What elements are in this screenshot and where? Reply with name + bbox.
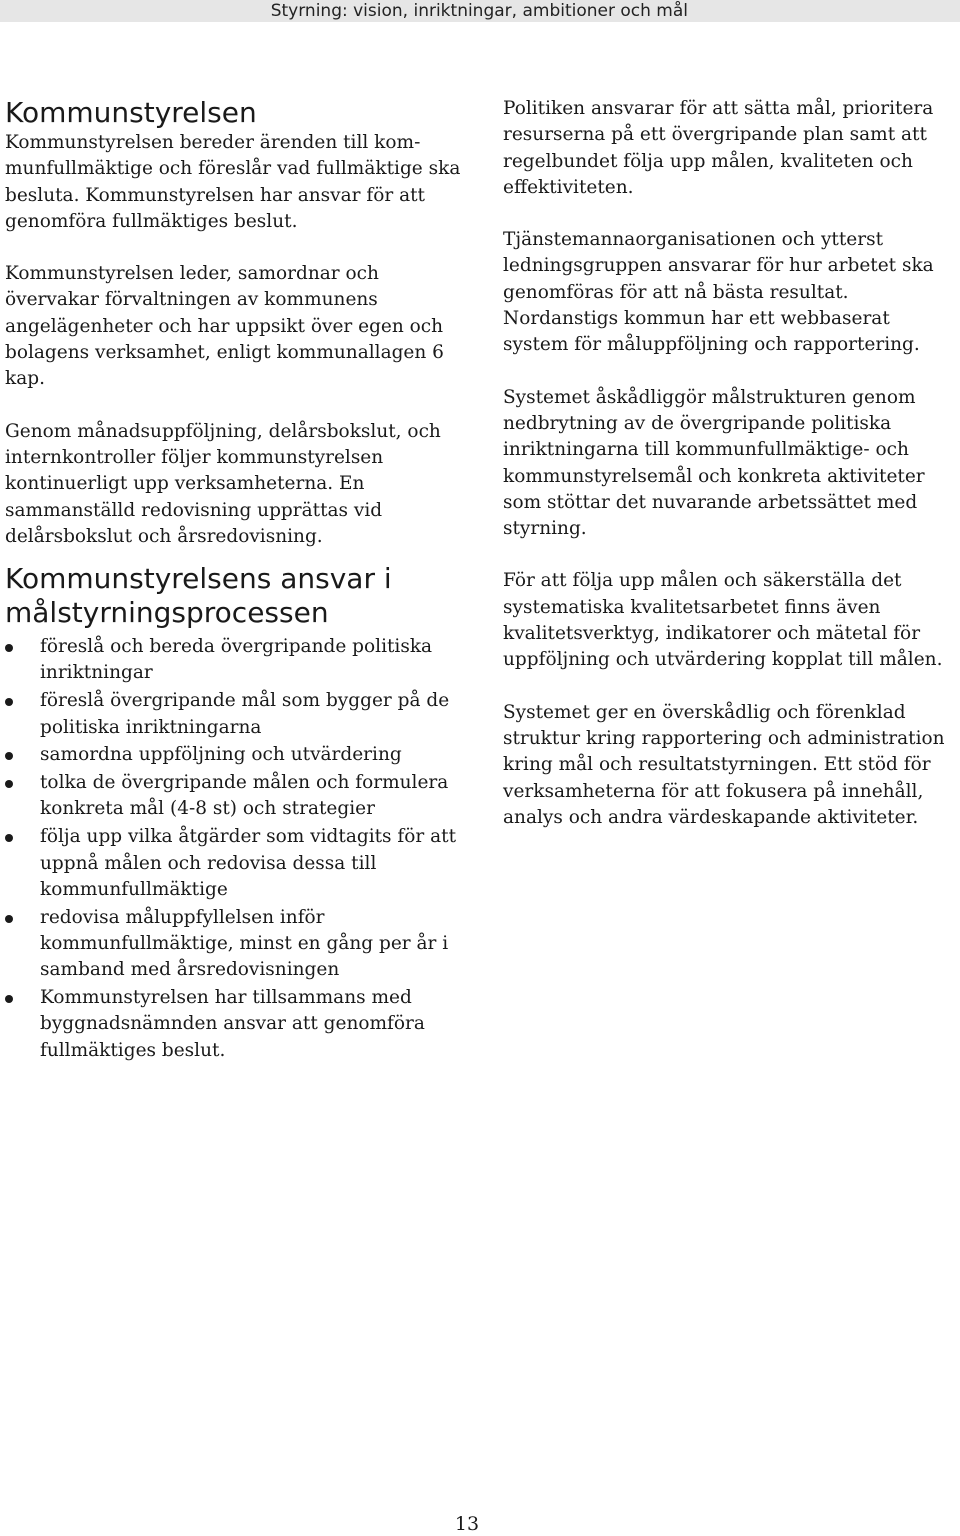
list-item: föreslå övergripande mål som bygger på de politiska inriktningarna [5, 688, 475, 741]
paragraph: Kommunstyrelsen leder, samordnar och övervakar förvaltningen av kommunens angelägenheter och har uppsikt över egen och bolagens verksamhet, enligt kommunallagen 6 kap. [5, 263, 444, 390]
page-number: 13 [454, 1513, 480, 1535]
paragraph: För att följa upp målen och säkerställa det systematiska kvalitetsarbetet finns även kvalitetsverktyg, indikatorer och mätetal för uppföljning och utvärdering kopplat till målen. [503, 570, 943, 671]
bullet-icon [5, 698, 13, 706]
paragraph: Tjänstemannaorganisationen och ytterst ledningsgruppen ansvarar för hur arbetet ska genomföras för att nå bästa resultat. Nordanstigs kommun har ett webbaserat system för måluppföljning och rapportering. [503, 229, 934, 356]
list-item: Kommunstyrelsen har tillsammans med byggnadsnämnden ansvar att genomföra fullmäktiges beslut. [5, 985, 475, 1064]
bullet-icon [5, 780, 13, 788]
left-column [5, 96, 475, 1065]
list-item: samordna uppföljning och utvärdering [5, 742, 475, 768]
bullet-icon [5, 644, 13, 652]
paragraph: Politiken ansvarar för att sätta mål, prioritera resurserna på ett övergripande plan samt att regelbundet följa upp målen, kvaliteten och effektiviteten. [503, 98, 934, 198]
paragraph: Systemet åskådliggör målstrukturen genom nedbrytning av de övergripande politiska inriktningarna till kommunfullmäktige- och kommunstyrelsemål och konkreta aktiviteter som stöttar det nuvarande arbetssättet med styrning. [503, 386, 925, 540]
paragraph: Kommunstyrelsen bereder ärenden till kom-munfullmäktige och föreslår vad fullmäktige ska besluta. Kommunstyrelsen har ansvar för att genomföra fullmäktiges beslut. [5, 132, 461, 232]
list-item: följa upp vilka åtgärder som vidtagits för att uppnå målen och redovisa dessa till kommunfullmäktige [5, 824, 475, 903]
right-column [503, 96, 953, 831]
list-item: tolka de övergripande målen och formulera konkreta mål (4-8 st) och strategier [5, 770, 475, 823]
section-heading-kommunstyrelsen: Kommunstyrelsen [5, 96, 257, 129]
bullet-icon [5, 752, 13, 760]
running-header-title: Styrning: vision, inriktningar, ambitioner och mål [270, 1, 688, 21]
running-header [0, 0, 960, 22]
paragraph: Genom månadsuppföljning, delårsbokslut, och internkontroller följer kommunstyrelsen kontinuerligt upp verksamheterna. En sammanställd redovisning upprättas vid delårsbokslut och årsredovisning. [5, 420, 441, 547]
list-item: föreslå och bereda övergripande politiska inriktningar [5, 634, 475, 687]
bullet-icon [5, 915, 13, 923]
bullet-icon [5, 834, 13, 842]
list-item: redovisa måluppfyllelsen inför kommunfullmäktige, minst en gång per år i samband med årsredovisningen [5, 905, 475, 984]
responsibility-list [5, 634, 475, 1064]
bullet-icon [5, 995, 13, 1003]
paragraph: Systemet ger en överskådlig och förenklad struktur kring rapportering och administration kring mål och resultatstyrningen. Ett stöd för verksamheterna för att fokusera på innehåll, analys och andra värdeskapande aktiviteter. [503, 701, 945, 828]
section-heading-ansvar: Kommunstyrelsens ansvar i målstyrningsprocessen [5, 562, 392, 630]
